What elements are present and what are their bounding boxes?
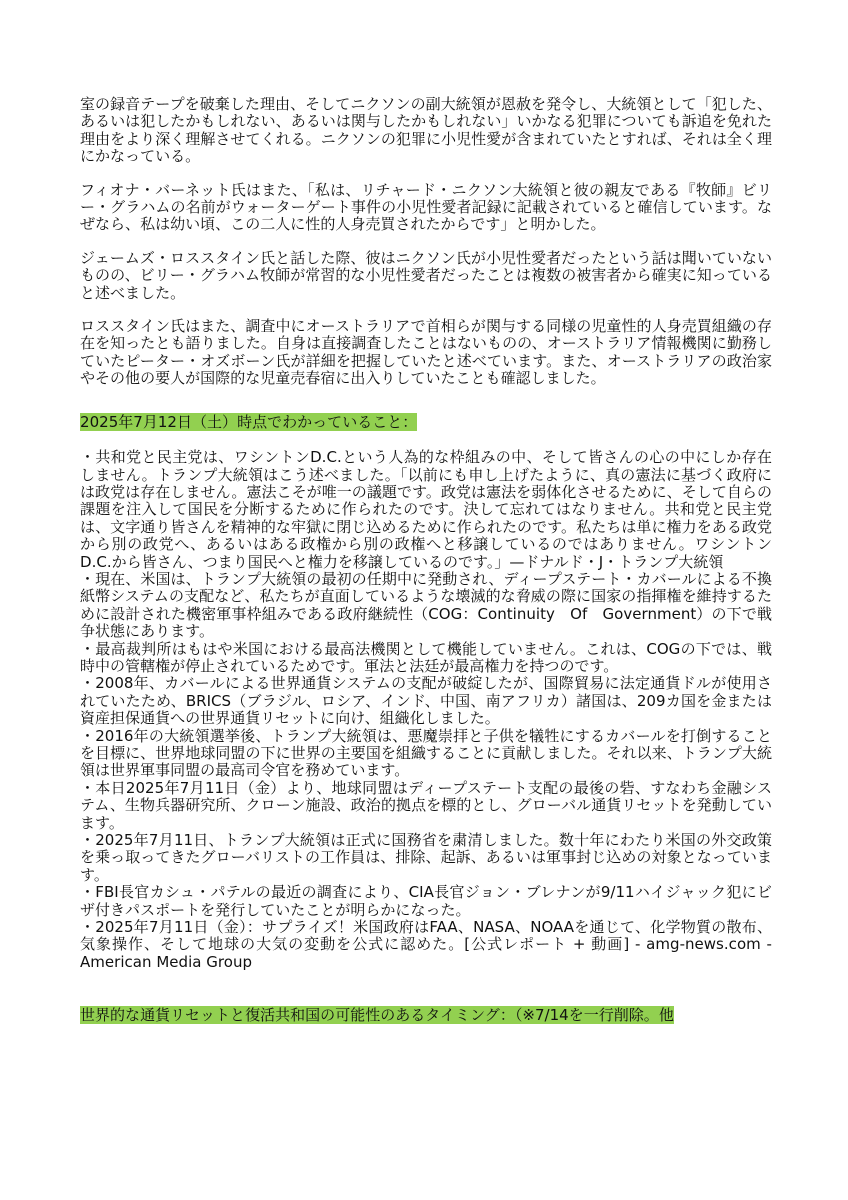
document-page <box>80 96 772 1043</box>
section-heading-currency-reset <box>80 1007 772 1024</box>
bullet-item: ・2016年の大統領選挙後、トランプ大統領は、悪魔崇拝と子供を犠牲にするカバールを打倒することを目標に、世界地球同盟の下に世界の主要国を組織することに貢献しました。それ以来、トランプ大統領は世界軍事同盟の最高司令官を務めています。 <box>80 726 772 780</box>
section-heading-known-facts <box>80 414 772 431</box>
bullet-item: ・2025年7月11日、トランプ大統領は正式に国務省を粛清しました。数十年にわたり米国の外交政策を乗っ取ってきたグローバリストの工作員は、排除、起訴、あるいは軍事封じ込めの対象となっています。 <box>80 831 772 884</box>
bullet-item: ・現在、米国は、トランプ大統領の最初の任期中に発動され、ディープステート・カバールによる不換紙幣システムの支配など、私たちが直面しているような壊滅的な脅威の際に国家の指揮権を維持するために設計された機密軍事枠組みである政府継続性（COG：Continuity Of Government）の下で戦争状態にあります。 <box>80 569 772 641</box>
bullet-item: ・2008年、カバールによる世界通貨システムの支配が破綻したが、国際貿易に法定通貨ドルが使用されていたため、BRICS（ブラジル、ロシア、インド、中国、南アフリカ）諸国は、209カ国を金または資産担保通貨への世界通貨リセットに向け、組織化しました。 <box>80 674 772 728</box>
highlighted-heading-text: 2025年7月12日（土）時点でわかっていること： <box>80 412 418 431</box>
bullet-item: ・最高裁判所はもはや米国における最高法機関として機能していません。これは、COGの下では、戦時中の管轄権が停止されているためです。軍法と法廷が最高権力を持つのです。 <box>80 639 772 675</box>
bullet-item: ・本日2025年7月11日（金）より、地球同盟はディープステート支配の最後の砦、すなわち金融システム、生物兵器研究所、クローン施設、政治的拠点を標的とし、グローバル通貨リセットを発動しています。 <box>80 778 772 832</box>
paragraph-nixon-tapes: 室の録音テープを破棄した理由、そしてニクソンの副大統領が恩赦を発令し、大統領として「犯した、あるいは犯したかもしれない、あるいは関与したかもしれない」いかなる犯罪についても訴追を免れた理由をより深く理解させてくれる。ニクソンの犯罪に小児性愛が含まれていたとすれば、それは全く理にかなっている。 <box>80 95 772 166</box>
bullet-item: ・FBI長官カシュ・パテルの最近の調査により、CIA長官ジョン・ブレナンが9/11ハイジャック犯にビザ付きパスポートを発行していたことが明らかになった。 <box>80 883 772 919</box>
bullet-list <box>80 449 772 971</box>
highlighted-heading-text: 世界的な通貨リセットと復活共和国の可能性のあるタイミング：（※7/14を一行削除。他 <box>80 1006 674 1025</box>
bullet-item: ・2025年7月11日（金）：サプライズ！米国政府はFAA、NASA、NOAAを通じて、化学物質の散布、気象操作、そして地球の大気の変動を公式に認めた。[公式レポート + 動画] - amg-news.com - American Media Group <box>80 918 772 971</box>
paragraph-rothstein-australia: ロススタイン氏はまた、調査中にオーストラリアで首相らが関与する同様の児童性的人身売買組織の存在を知ったとも語りました。自身は直接調査したことはないものの、オーストラリア情報機関に勤務していたピーター・オズボーン氏が詳細を把握していたと述べています。また、オーストラリアの政治家やその他の要人が国際的な児童売春宿に出入りしていたことも確認しました。 <box>80 317 772 388</box>
bullet-item: ・共和党と民主党は、ワシントンD.C.という人為的な枠組みの中、そして皆さんの心の中にしか存在しません。トランプ大統領はこう述べました。「以前にも申し上げたように、真の憲法に基づく政府には政党は存在しません。憲法こそが唯一の議題です。政党は憲法を弱体化させるために、そして自らの課題を注入して国民を分断するために作られたのです。決して忘れてはなりません。共和党と民主党は、文字通り皆さんを精神的な牢獄に閉じ込めるために作られたのです。私たちは単に権力をある政党から別の政党へ、あるいはある政権から別の政権へと移譲しているのではありません。ワシントンD.C.から皆さん、つまり国民へと権力を移譲しているのです。」—ドナルド・J・トランプ大統領 <box>80 448 772 571</box>
paragraph-fiona-barnett: フィオナ・バーネット氏はまた、「私は、リチャード・ニクソン大統領と彼の親友である『牧師』ビリー・グラハムの名前がウォーターゲート事件の小児性愛者記録に記載されていると確信しています。なぜなら、私は幼い頃、この二人に性的人身売買されたからです」と明かした。 <box>80 180 772 234</box>
paragraph-rothstein-graham: ジェームズ・ロススタイン氏と話した際、彼はニクソン氏が小児性愛者だったという話は聞いていないものの、ビリー・グラハム牧師が常習的な小児性愛者だったことは複数の被害者から確実に知っていると述べました。 <box>80 248 772 302</box>
